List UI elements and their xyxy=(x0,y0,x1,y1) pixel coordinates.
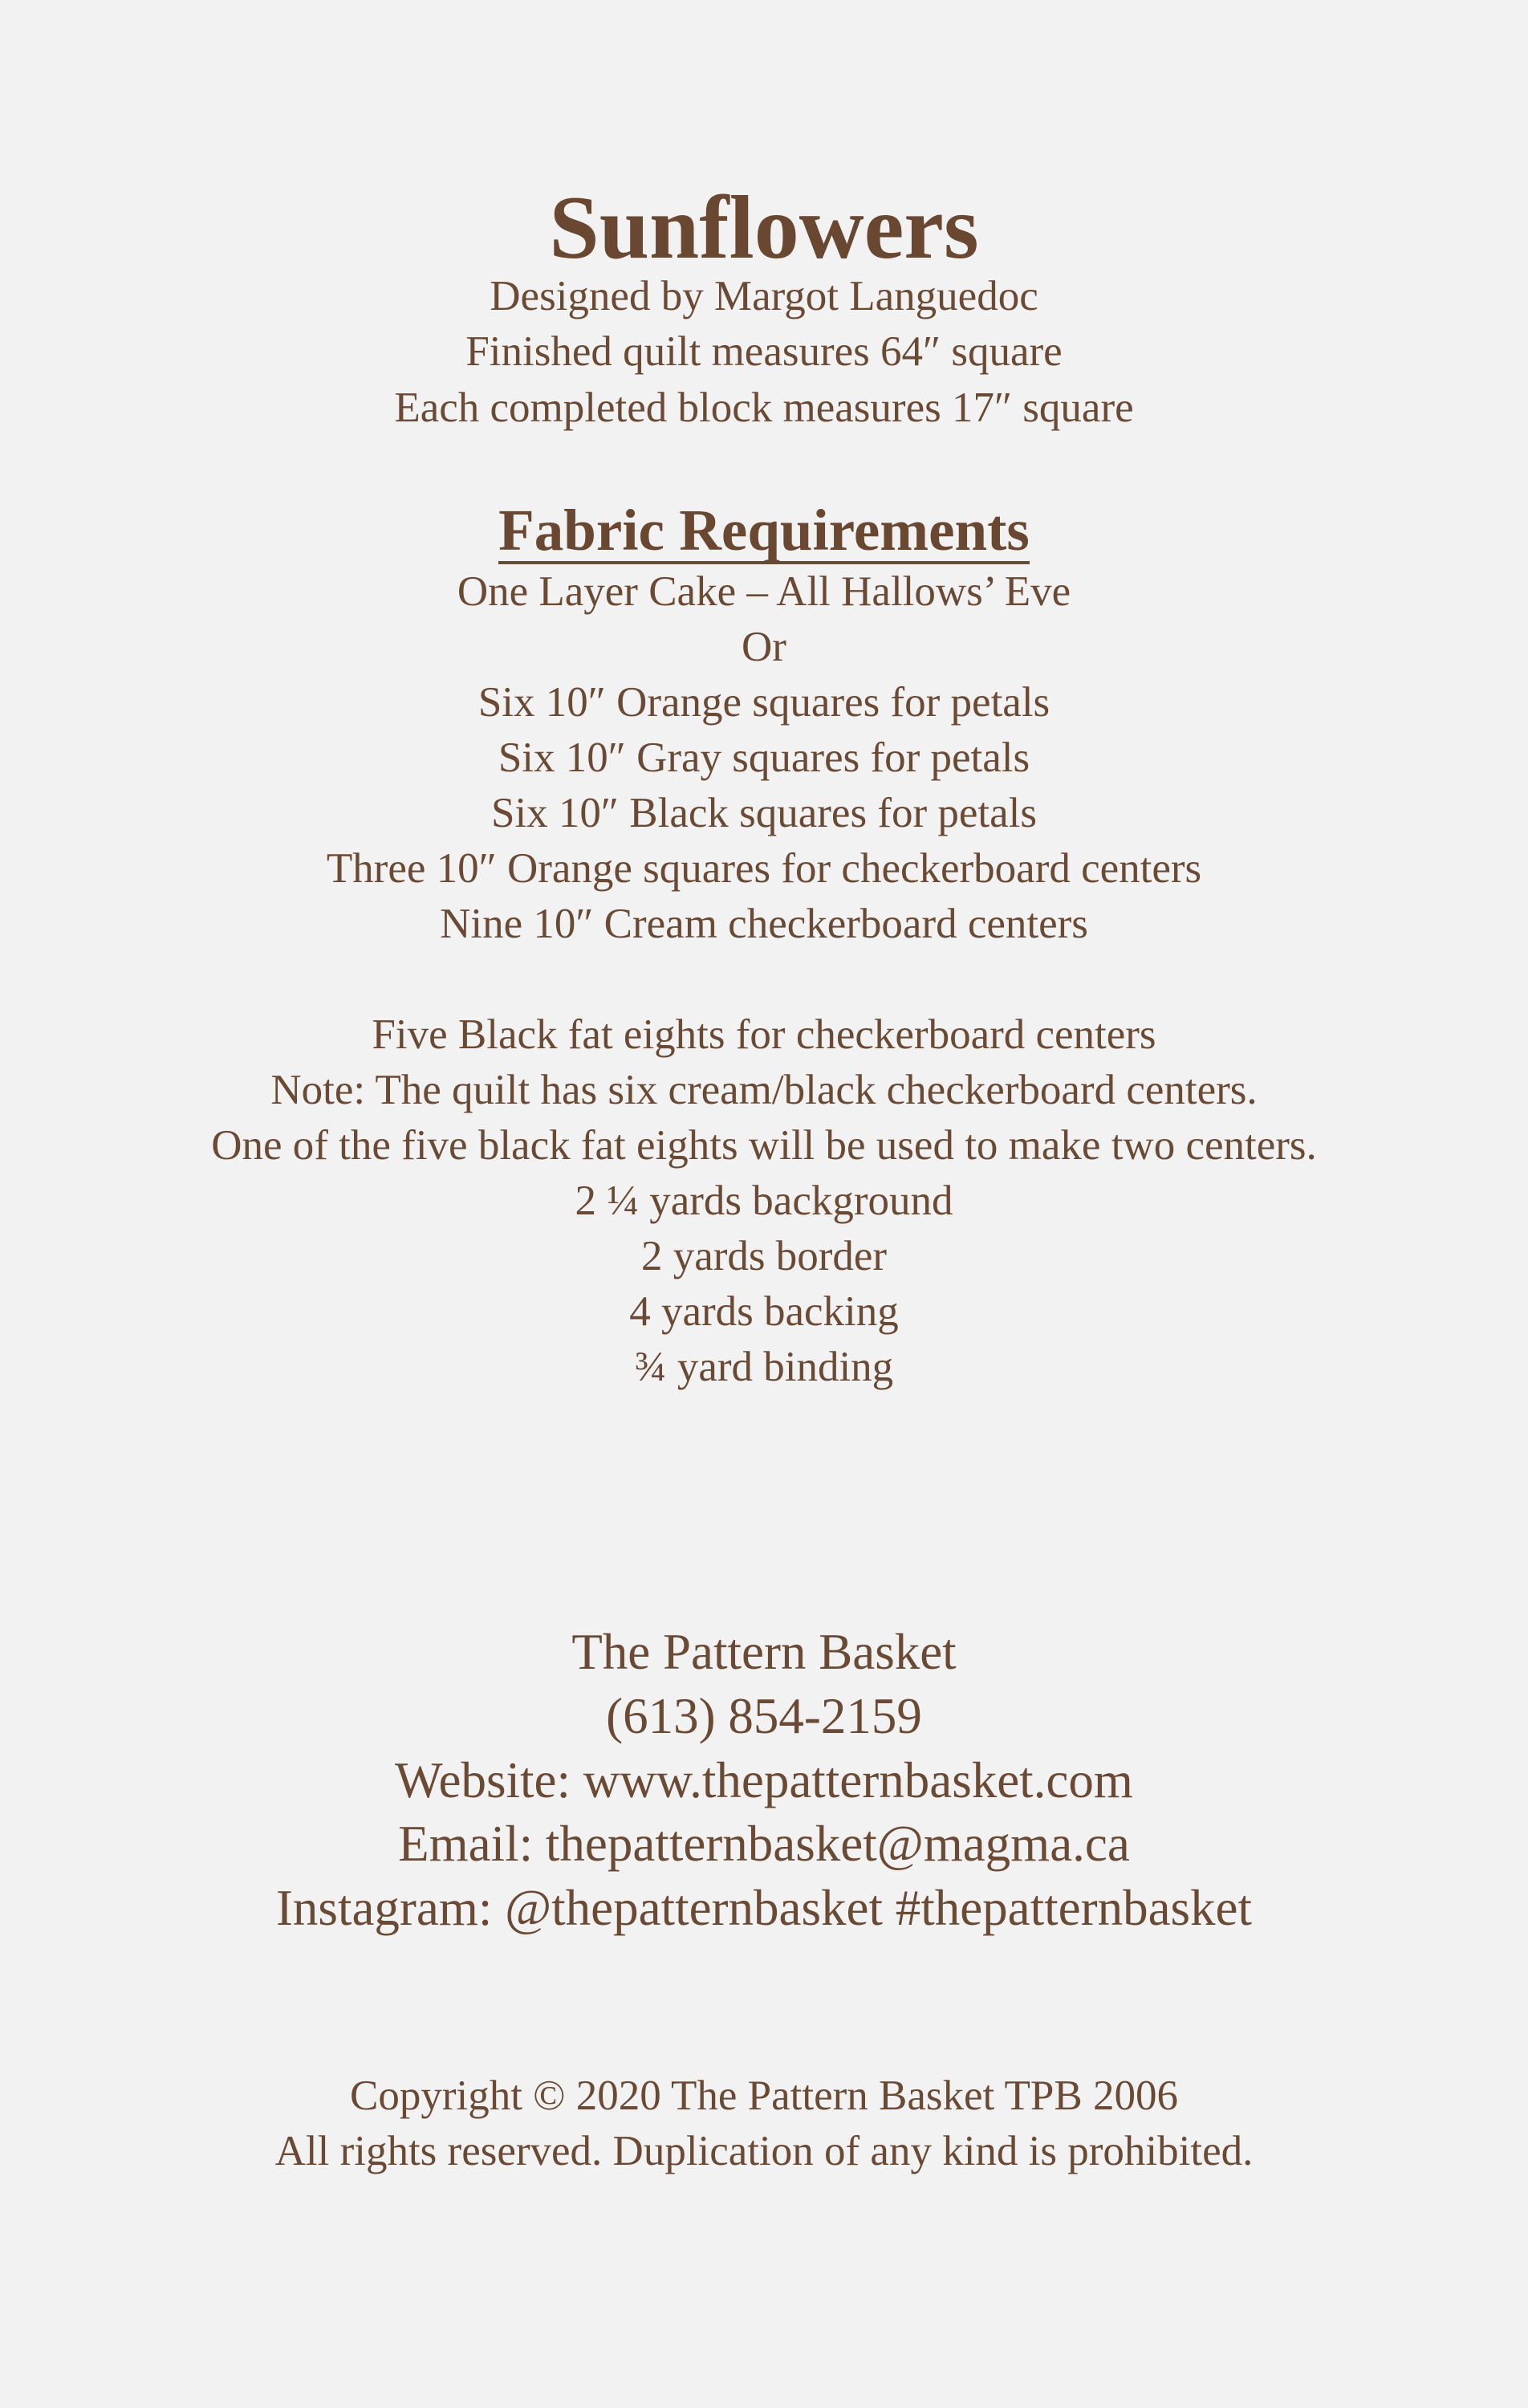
fabric-item: Six 10″ Black squares for petals xyxy=(490,790,1038,836)
phone-number: (613) 854-2159 xyxy=(606,1688,922,1744)
fabric-item: 4 yards backing xyxy=(629,1288,899,1335)
copyright-notice: Copyright © 2020 The Pattern Basket TPB 2006 xyxy=(349,2072,1179,2119)
fabric-note: Note: The quilt has six cream/black checkerboard centers. xyxy=(270,1067,1258,1113)
fabric-item: 2 ¼ yards background xyxy=(575,1178,953,1224)
quilt-size: Finished quilt measures 64″ square xyxy=(465,328,1063,375)
fabric-note: One of the five black fat eights will be used to make two centers. xyxy=(211,1122,1317,1169)
fabric-item: 2 yards border xyxy=(640,1233,888,1279)
designer-credit: Designed by Margot Languedoc xyxy=(490,273,1038,319)
fabric-item: ¾ yard binding xyxy=(634,1344,894,1390)
rights-notice: All rights reserved. Duplication of any kind is prohibited. xyxy=(274,2128,1254,2174)
fabric-item: Six 10″ Orange squares for petals xyxy=(478,679,1050,726)
fabric-requirements-heading-text: Fabric Requirements xyxy=(498,498,1030,563)
fabric-requirements-heading xyxy=(0,498,1528,564)
email-text: Email: thepatternbasket@magma.ca xyxy=(398,1816,1130,1872)
block-size: Each completed block measures 17″ square xyxy=(394,384,1134,431)
fabric-item: Three 10″ Orange squares for checkerboard centers xyxy=(326,845,1202,892)
pattern-title: Sunflowers xyxy=(549,178,979,278)
fabric-item: One Layer Cake – All Hallows’ Eve xyxy=(457,568,1071,615)
fabric-item: Nine 10″ Cream checkerboard centers xyxy=(440,901,1088,947)
website-text: Website: www.thepatternbasket.com xyxy=(395,1752,1133,1808)
instagram-text: Instagram: @thepatternbasket #thepatternbasket xyxy=(275,1880,1253,1936)
company-name: The Pattern Basket xyxy=(571,1624,957,1680)
fabric-item: Six 10″ Gray squares for petals xyxy=(498,734,1030,781)
fabric-item: Five Black fat eights for checkerboard centers xyxy=(372,1011,1156,1058)
fabric-item: Or xyxy=(742,624,786,670)
